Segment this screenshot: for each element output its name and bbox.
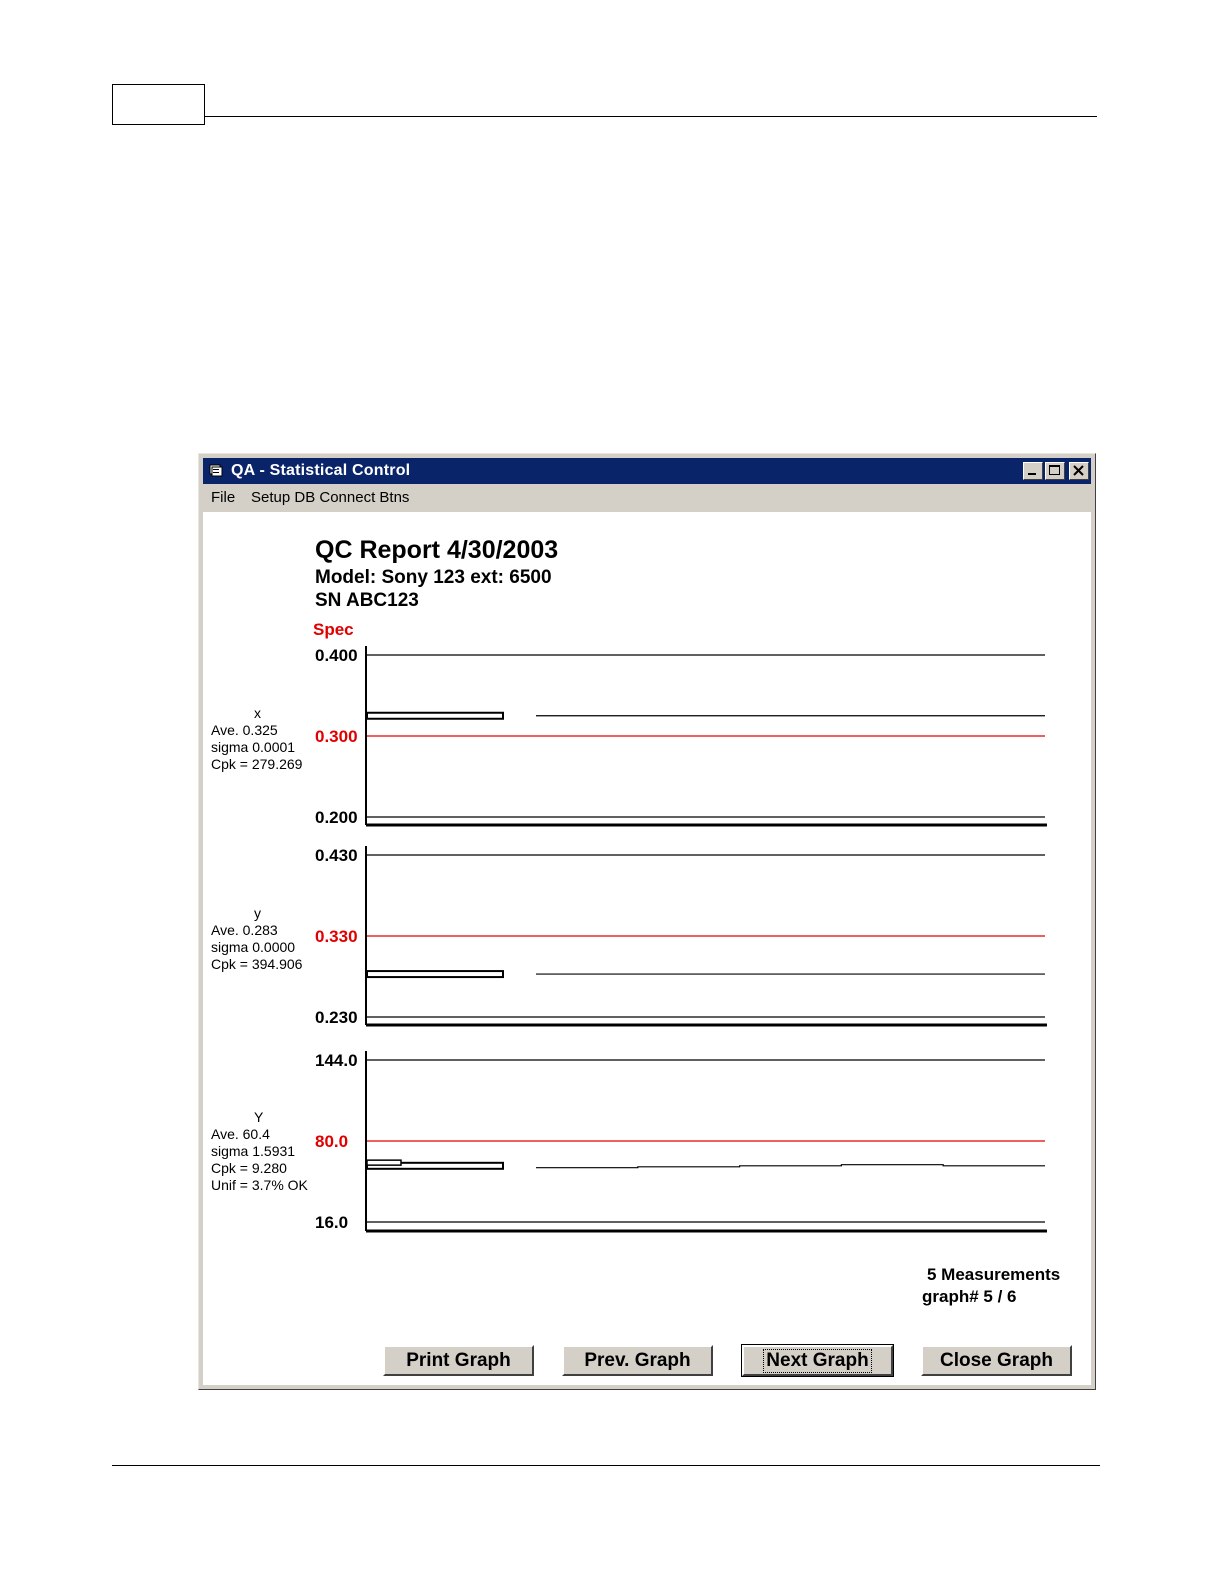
stat-name-Y: Y xyxy=(254,1109,264,1125)
prev-graph-button[interactable]: Prev. Graph xyxy=(562,1345,713,1376)
axis-label-upper-y: 0.430 xyxy=(315,846,358,865)
menu-bar xyxy=(203,486,1091,512)
axis-label-spec-Y-upper: 80.0 xyxy=(315,1132,349,1151)
menu-setup-db-connect[interactable]: Setup DB Connect Btns xyxy=(251,489,410,506)
spec-label: Spec xyxy=(313,620,354,639)
app-icon xyxy=(209,464,223,477)
close-graph-button[interactable]: Close Graph xyxy=(921,1345,1072,1376)
stat-name-y: y xyxy=(254,905,261,921)
print-graph-button[interactable]: Print Graph xyxy=(383,1345,534,1376)
stat-cpk-Y: Cpk = 9.280 xyxy=(211,1160,287,1176)
report-area xyxy=(203,512,1091,1385)
axis-label-upper-Y-upper: 144.0 xyxy=(315,1051,358,1070)
maximize-button[interactable] xyxy=(1045,462,1065,480)
stat-ave-Y: Ave. 60.4 xyxy=(211,1126,270,1142)
measurement-line-Y-upper xyxy=(536,1165,1045,1168)
histogram-bar-y xyxy=(367,971,503,977)
axis-label-upper-x: 0.400 xyxy=(315,646,358,665)
footer-rule xyxy=(112,1465,1100,1466)
axis-label-spec-y: 0.330 xyxy=(315,927,358,946)
stat-name-x: x xyxy=(254,705,261,721)
app-window xyxy=(198,453,1096,1390)
graph-index: graph# 5 / 6 xyxy=(922,1287,1017,1306)
window-title: QA - Statistical Control xyxy=(231,462,411,479)
stat-sigma-Y: sigma 1.5931 xyxy=(211,1143,296,1159)
report-title: QC Report 4/30/2003 xyxy=(315,536,559,564)
close-window-button[interactable] xyxy=(1069,462,1089,480)
axis-label-lower-y: 0.230 xyxy=(315,1008,358,1027)
qc-graphs xyxy=(203,512,1091,1242)
report-serial-number: SN ABC123 xyxy=(315,590,419,611)
stat-cpk-y: Cpk = 394.906 xyxy=(211,956,303,972)
next-graph-button[interactable]: Next Graph xyxy=(742,1345,893,1376)
axis-label-lower-x: 0.200 xyxy=(315,808,358,827)
header-rule xyxy=(205,116,1097,117)
menu-file[interactable]: File xyxy=(211,489,236,506)
page-number-box xyxy=(112,84,205,125)
close-icon xyxy=(1070,463,1088,479)
axis-label-spec-x: 0.300 xyxy=(315,727,358,746)
histogram-bar2-Y-upper xyxy=(367,1160,401,1165)
stat-sigma-y: sigma 0.0000 xyxy=(211,939,296,955)
minimize-button[interactable] xyxy=(1023,462,1043,480)
stat-unif-Y: Unif = 3.7% OK xyxy=(211,1177,308,1193)
stat-cpk-x: Cpk = 279.269 xyxy=(211,756,303,772)
stat-ave-x: Ave. 0.325 xyxy=(211,722,278,738)
maximize-icon xyxy=(1046,463,1064,479)
histogram-bar-x xyxy=(367,713,503,719)
report-model: Model: Sony 123 ext: 6500 xyxy=(315,567,552,588)
title-bar[interactable] xyxy=(203,458,1091,484)
minimize-icon xyxy=(1024,463,1042,479)
stat-sigma-x: sigma 0.0001 xyxy=(211,739,296,755)
axis-label-lower-Y-upper: 16.0 xyxy=(315,1213,349,1232)
measurement-count: 5 Measurements xyxy=(927,1265,1061,1284)
stat-ave-y: Ave. 0.283 xyxy=(211,922,278,938)
